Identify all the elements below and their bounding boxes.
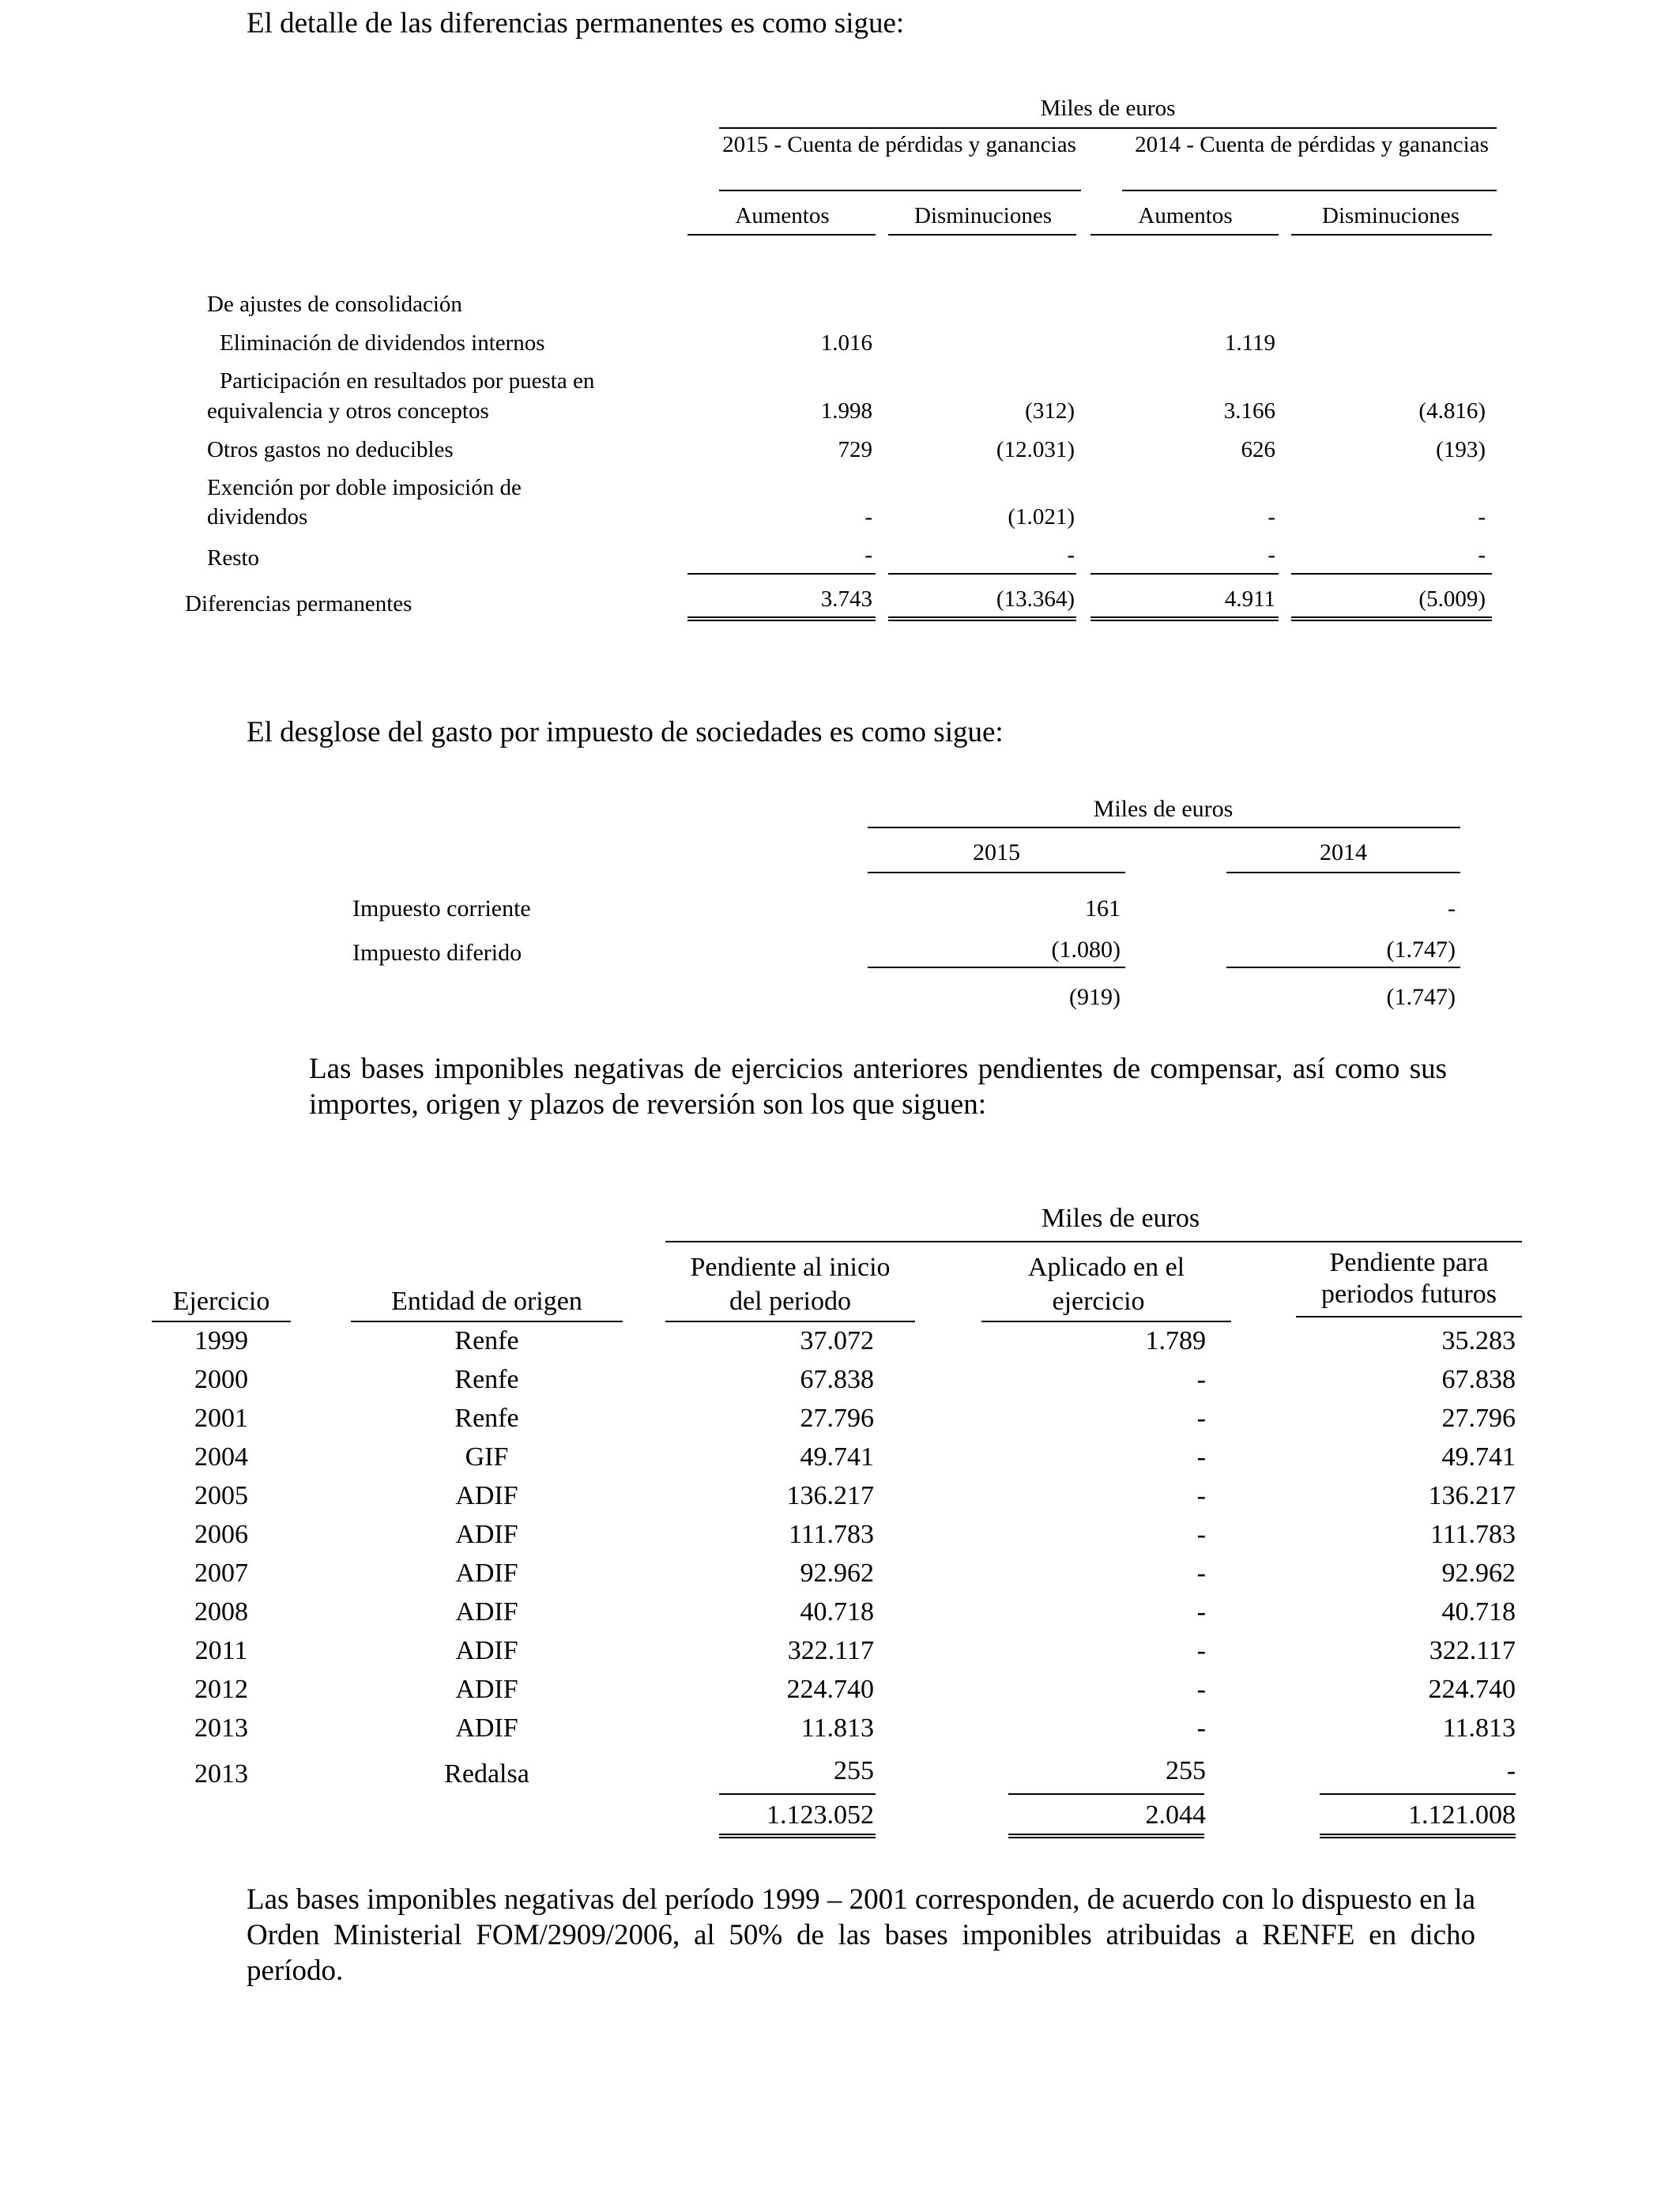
row-aumentos-2014: 3.166	[1223, 398, 1275, 424]
total-double-rule	[1291, 616, 1492, 621]
row-applied: -	[1196, 1442, 1206, 1472]
total-aumentos-2015: 3.743	[820, 586, 872, 612]
table3-col-rule	[665, 1321, 915, 1322]
row-aumentos-2015: 1.998	[820, 398, 872, 424]
table1-period-2015-header: 2015 - Cuenta de pérdidas y ganancias	[722, 132, 1076, 157]
row-aumentos-2014: 1.119	[1224, 330, 1275, 356]
row-disminuciones-2015: -	[1067, 542, 1075, 567]
table3-col-rule	[152, 1321, 291, 1322]
row-future: 136.217	[1428, 1481, 1516, 1510]
subtotal-rule	[1090, 573, 1279, 575]
subtotal-rule	[1008, 1793, 1204, 1795]
row-value-2014: (1.747)	[1386, 937, 1456, 963]
row-pending: 92.962	[800, 1559, 874, 1588]
table1-col-aumentos-2014: Aumentos	[1138, 203, 1233, 228]
table1-col-aumentos-2015: Aumentos	[735, 203, 830, 228]
row-applied: -	[1196, 1481, 1206, 1510]
row-label: Otros gastos no deducibles	[207, 437, 454, 462]
table1-period-2014-rule	[1122, 190, 1497, 191]
table1-col-rule	[1291, 234, 1492, 236]
row-year: 2005	[194, 1481, 248, 1510]
row-pending: 67.838	[800, 1365, 874, 1394]
row-value-2015: (1.080)	[1051, 937, 1121, 963]
row-future: 11.813	[1442, 1713, 1516, 1743]
row-disminuciones-2014: -	[1478, 504, 1486, 530]
table1-period-2014-header: 2014 - Cuenta de pérdidas y ganancias	[1135, 132, 1489, 157]
intro-paragraph-1: El detalle de las diferencias permanentes es como sigue:	[247, 7, 905, 40]
row-value-2014: -	[1448, 895, 1456, 922]
subtotal-rule	[888, 573, 1076, 575]
row-year: 2001	[194, 1404, 248, 1433]
row-year: 2000	[194, 1365, 248, 1394]
subtotal-rule	[1226, 967, 1460, 968]
row-pending: 37.072	[800, 1326, 874, 1355]
row-entity: Renfe	[454, 1326, 519, 1355]
row-disminuciones-2015: (1.021)	[1008, 504, 1075, 530]
total-disminuciones-2015: (13.364)	[996, 586, 1075, 612]
row-applied: -	[1196, 1365, 1206, 1394]
row-year: 2013	[194, 1713, 248, 1743]
row-applied: -	[1196, 1404, 1206, 1433]
total-double-rule	[1090, 616, 1279, 621]
table1-col-disminuciones-2015: Disminuciones	[914, 203, 1052, 228]
row-aumentos-2015: -	[864, 542, 872, 567]
row-label-line1: Participación en resultados por puesta en	[220, 368, 595, 394]
row-applied: -	[1196, 1636, 1206, 1665]
subtotal-rule	[1320, 1793, 1516, 1795]
row-entity: ADIF	[455, 1713, 518, 1743]
table2-col-2014: 2014	[1320, 839, 1367, 865]
total-disminuciones-2014: (5.009)	[1418, 586, 1486, 612]
table3-col-pendiente-line2: del periodo	[729, 1287, 851, 1316]
intro-paragraph-3: Las bases imponibles negativas de ejercicios anteriores pendientes de compensar, así como sus importes, origen y plazos de reversión son los que siguen:	[309, 1053, 1447, 1121]
total-double-rule	[1320, 1834, 1516, 1838]
subtotal-rule	[719, 1793, 876, 1795]
row-applied: 255	[1166, 1756, 1206, 1785]
table2-col-rule	[1226, 872, 1460, 873]
table3-col-ejercicio: Ejercicio	[172, 1287, 270, 1316]
row-aumentos-2015: 729	[838, 437, 872, 462]
row-year: 2011	[194, 1636, 248, 1665]
row-year: 2013	[194, 1759, 248, 1789]
row-pending: 40.718	[800, 1597, 874, 1627]
subtotal-rule	[868, 967, 1125, 968]
row-applied: -	[1196, 1597, 1206, 1627]
row-applied: -	[1196, 1520, 1206, 1549]
table1-col-rule	[1090, 234, 1279, 236]
row-entity: ADIF	[455, 1636, 518, 1665]
total-double-rule	[888, 616, 1076, 621]
table2-unit-header: Miles de euros	[1093, 796, 1234, 822]
table3-col-rule	[351, 1321, 623, 1322]
row-pending: 27.796	[800, 1404, 874, 1433]
row-pending: 322.117	[787, 1636, 874, 1665]
row-pending: 136.217	[786, 1481, 874, 1510]
row-future: 322.117	[1429, 1636, 1516, 1665]
table3-col-aplicado-line2: ejercicio	[1052, 1287, 1145, 1316]
table2-col-2015: 2015	[973, 839, 1020, 865]
row-pending: 255	[834, 1756, 874, 1785]
row-applied: -	[1196, 1675, 1206, 1704]
row-year: 2004	[194, 1442, 248, 1472]
row-entity: ADIF	[455, 1597, 518, 1627]
row-label-line2: equivalencia y otros conceptos	[207, 398, 489, 424]
row-applied: -	[1196, 1559, 1206, 1588]
row-future: 40.718	[1441, 1597, 1516, 1627]
total-double-rule	[687, 616, 876, 621]
row-label-line1: Exención por doble imposición de	[207, 475, 522, 500]
row-disminuciones-2015: (312)	[1025, 398, 1075, 424]
row-entity: Renfe	[454, 1365, 519, 1394]
row-year: 2012	[194, 1675, 248, 1704]
row-aumentos-2014: -	[1268, 542, 1275, 567]
row-disminuciones-2014: (193)	[1436, 437, 1486, 462]
row-label: Eliminación de dividendos internos	[220, 330, 545, 356]
row-future: -	[1506, 1756, 1516, 1785]
row-entity: ADIF	[455, 1675, 518, 1704]
row-future: 35.283	[1441, 1326, 1516, 1355]
row-entity: Redalsa	[444, 1759, 529, 1789]
row-disminuciones-2014: -	[1478, 542, 1486, 567]
total-label: Diferencias permanentes	[185, 591, 412, 616]
row-year: 2007	[194, 1559, 248, 1588]
closing-paragraph: Las bases imponibles negativas del período 1999 – 2001 corresponden, de acuerdo con lo dispuesto en la Orden Ministerial FOM/2909/2006, al 50% de las bases imponibles atribuidas a RENFE en dicho período.	[247, 1883, 1475, 1987]
row-aumentos-2015: -	[864, 504, 872, 530]
row-entity: ADIF	[455, 1559, 518, 1588]
table1-unit-header: Miles de euros	[1040, 96, 1176, 121]
row-applied: -	[1196, 1713, 1206, 1743]
row-pending: 224.740	[786, 1675, 874, 1704]
table1-col-disminuciones-2014: Disminuciones	[1322, 203, 1460, 228]
row-entity: ADIF	[455, 1481, 518, 1510]
row-year: 2006	[194, 1520, 248, 1549]
table3-unit-rule	[665, 1241, 1522, 1242]
table1-section-label: De ajustes de consolidación	[207, 292, 462, 317]
table1-period-2015-rule	[719, 190, 1081, 191]
row-aumentos-2014: 626	[1241, 437, 1275, 462]
row-aumentos-2014: -	[1268, 504, 1275, 530]
total-double-rule	[1008, 1834, 1204, 1838]
total-future: 1.121.008	[1408, 1800, 1516, 1830]
row-applied: 1.789	[1145, 1326, 1206, 1355]
total-applied: 2.044	[1145, 1800, 1206, 1830]
total-aumentos-2014: 4.911	[1224, 586, 1275, 612]
row-disminuciones-2015: (12.031)	[996, 437, 1075, 462]
table3-col-rule	[1296, 1316, 1522, 1318]
row-pending: 111.783	[789, 1520, 874, 1549]
table1-col-rule	[888, 234, 1076, 236]
total-value-2014: (1.747)	[1386, 984, 1456, 1010]
row-pending: 11.813	[800, 1713, 874, 1743]
row-value-2015: 161	[1085, 895, 1121, 922]
table1-col-rule	[687, 234, 876, 236]
total-double-rule	[719, 1834, 876, 1838]
row-future: 111.783	[1430, 1520, 1516, 1549]
intro-paragraph-2: El desglose del gasto por impuesto de sociedades es como sigue:	[247, 716, 1004, 748]
row-future: 49.741	[1441, 1442, 1516, 1472]
subtotal-rule	[1291, 573, 1492, 575]
row-entity: ADIF	[455, 1520, 518, 1549]
row-future: 27.796	[1441, 1404, 1516, 1433]
row-future: 224.740	[1428, 1675, 1516, 1704]
total-value-2015: (919)	[1069, 984, 1121, 1010]
row-label: Impuesto corriente	[352, 895, 531, 922]
row-pending: 49.741	[800, 1442, 874, 1472]
table2-col-rule	[868, 872, 1125, 873]
table3-col-rule	[981, 1321, 1231, 1322]
row-disminuciones-2014: (4.816)	[1418, 398, 1486, 424]
table3-col-pendiente-line1: Pendiente al inicio	[690, 1253, 891, 1282]
row-label: Impuesto diferido	[352, 940, 522, 966]
subtotal-rule	[687, 573, 876, 575]
table3-col-entidad: Entidad de origen	[391, 1287, 582, 1316]
row-future: 67.838	[1441, 1365, 1516, 1394]
table3-col-futuros-line2: periodos futuros	[1321, 1280, 1497, 1309]
row-entity: GIF	[465, 1442, 509, 1472]
row-label: Resto	[207, 545, 260, 571]
total-pending: 1.123.052	[767, 1800, 874, 1830]
row-year: 2008	[194, 1597, 248, 1627]
row-entity: Renfe	[454, 1404, 519, 1433]
row-label-line2: dividendos	[207, 504, 308, 530]
table2-unit-rule	[868, 827, 1460, 828]
row-aumentos-2015: 1.016	[820, 330, 872, 356]
row-year: 1999	[194, 1326, 248, 1355]
table3-unit-header: Miles de euros	[1041, 1204, 1200, 1233]
table1-unit-rule	[719, 127, 1497, 129]
table3-col-aplicado-line1: Aplicado en el	[1027, 1253, 1185, 1282]
row-future: 92.962	[1441, 1559, 1516, 1588]
table3-col-futuros-line1: Pendiente para	[1329, 1248, 1489, 1277]
